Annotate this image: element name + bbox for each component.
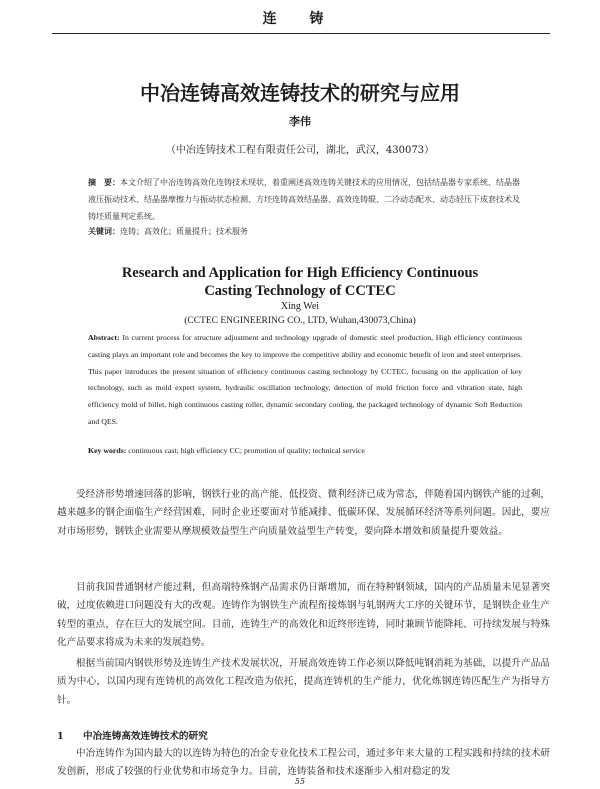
section-heading: [57, 728, 208, 742]
english-title-line-2: Casting Technology of CCTEC: [204, 283, 396, 299]
english-keywords-text: continuous cast; high efficiency CC; promotion of quality; technical service: [128, 446, 365, 455]
page-number: 55: [294, 777, 306, 786]
section-title: 中冶连铸高效连铸技术的研究: [83, 731, 208, 742]
english-abstract-label: Abstract:: [88, 333, 120, 342]
body-paragraph-1: 受经济形势增速回落的影响，钢铁行业的高产能、低投资、微利经济已成为常态，伴随着国内钢铁产能的过剩，越来越多的钢企面临生产经营困难，同时企业还要面对节能减排、低碳环保、发展循环经济等系列问题。因此，要应对市场形势，钢铁企业需要从摩规模效益型生产向质量效益型生产转变，要向降本增效和质量提升要效益。: [57, 489, 550, 537]
english-abstract: [88, 330, 522, 431]
body-paragraph-2: 目前我国普通钢材产能过剩，但高端特殊钢产品需求仍日渐增加，而在特种钢领域，国内的产品质量未见显著突破，过度依赖进口问题没有大的改观。连铸作为钢铁生产流程衔接炼钢与轧钢两大工序的关键环节，是钢铁企业生产转型的重点，存在巨大的发展空间。目前，连铸生产的高效化和近终形连铸，同时兼顾节能降耗、可持续发展与特殊化产品要求将成为未来的发展趋势。: [57, 582, 550, 649]
chinese-keywords: [88, 226, 522, 237]
chinese-keywords-text: 连铸；高效化；质量提升；技术服务: [120, 227, 248, 236]
header-rule: [52, 33, 550, 34]
english-title-line-1: Research and Application for High Efficiency Continuous: [121, 265, 479, 281]
chinese-abstract-label: 摘 要：: [88, 177, 120, 187]
chinese-author: 李伟: [289, 115, 311, 128]
english-title: [0, 264, 600, 300]
chinese-affiliation: （中冶连铸技术工程有限责任公司，湖北，武汉，430073）: [165, 145, 435, 156]
chinese-abstract: [88, 174, 522, 225]
body-paragraph-3: 根据当前国内钢铁形势及连铸生产技术发展状况，开展高效连铸工作必须以降低吨钢消耗为基础，以提升产品品质为中心，以国内现有连铸机的高效化工程改造为依托，提高连铸机的生产能力，优化炼钢连铸匹配生产为指导方针。: [57, 658, 550, 706]
english-affiliation: (CCTEC ENGINEERING CO., LTD, Wuhan,430073,China): [184, 316, 416, 326]
chinese-abstract-text: 本文介绍了中冶连铸高效化连铸技术现状，着重阐述高效连铸关键技术的应用情况，包括结晶器专家系统、结晶器液压振动技术、结晶器摩擦力与振动状态检测、方坯连铸高效结晶器、高效连铸辊、二冷动态配水、动态轻压下成套技术及铸坯质量判定系统。: [88, 178, 520, 221]
body-paragraph-4: 中冶连铸作为国内最大的以连铸为特色的冶金专业化技术工程公司，通过多年来大量的工程实践和持续的技术研发创新，形成了较强的行业优势和市场竞争力。目前，连铸装备和技术逐渐步入相对稳定的发: [57, 748, 550, 778]
section-number: 1: [57, 731, 64, 742]
english-abstract-text: In current process for structure adjustment and technology upgrade of domestic steel production, High efficiency continuous casting plays an important role and becomes the key to improve the competitive ability and economic benefit of iron and steel enterprises. This paper introduces the present situation of efficiency continuous casting technology by CCTEC, focusing on the application of key technology, such as mold expert system, hydraulic oscillation technology, detection of mold friction force and vibration state, high efficiency mold of billet, high continuous casting roller, dynamic secondary cooling, the packaged technology of dynamic Soft Reduction and QES.: [88, 333, 522, 426]
running-head: 连 铸: [262, 11, 338, 27]
english-keywords-label: Key words:: [88, 446, 127, 455]
chinese-keywords-label: 关键词：: [88, 226, 120, 236]
english-keywords: [88, 446, 522, 455]
chinese-title: 中冶连铸高效连铸技术的研究与应用: [140, 81, 460, 105]
english-author: Xing Wei: [280, 301, 320, 312]
